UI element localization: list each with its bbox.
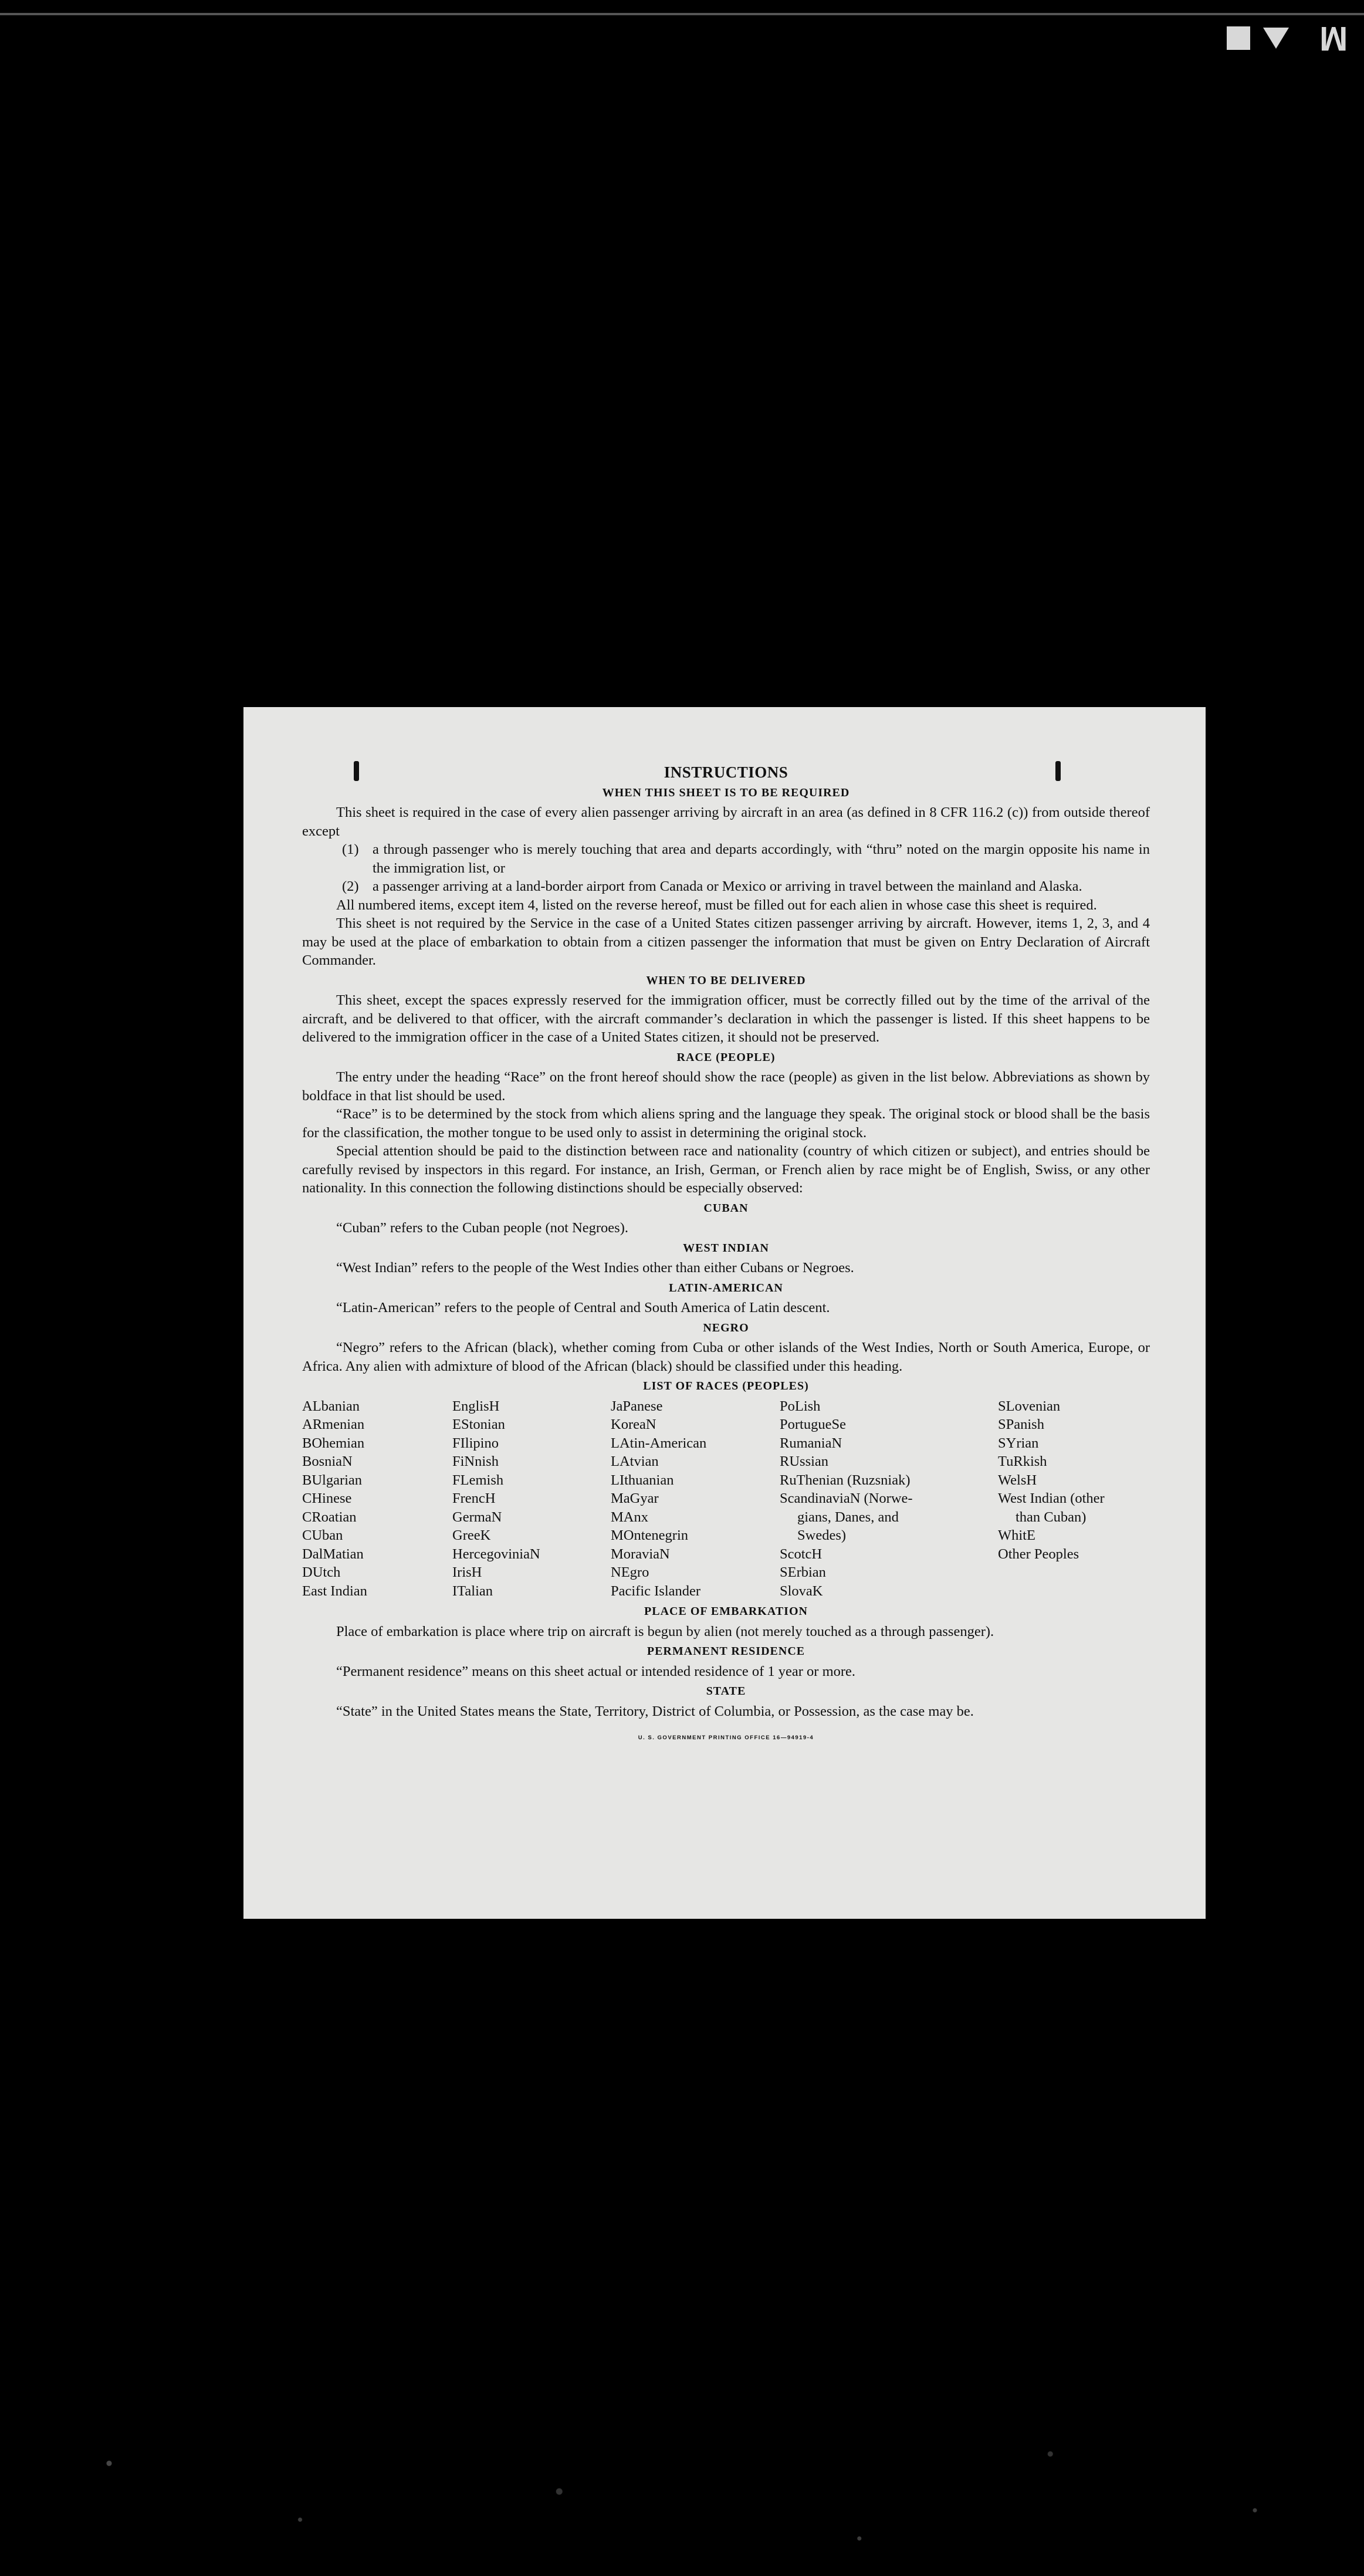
section-heading-delivered: WHEN TO BE DELIVERED <box>646 973 806 987</box>
exception-item-text: a passenger arriving at a land-border airport from Canada or Mexico or arriving in travel between the mainland and Alaska. <box>373 878 1082 894</box>
race-item: MaGyar <box>611 1490 659 1506</box>
film-corner-marks <box>1227 19 1348 58</box>
definition-negro: “Negro” refers to the African (black), whether coming from Cuba or other islands of the West Indies, North or South America, Europe, or Africa. Any alien with admixture of blood of the African (black) should be classified under this heading. <box>302 1340 1150 1374</box>
square-icon <box>1227 26 1250 50</box>
race-item: EnglisH <box>452 1398 500 1414</box>
definition-cuban: “Cuban” refers to the Cuban people (not Negroes). <box>336 1220 628 1236</box>
race-item: GermaN <box>452 1509 502 1525</box>
section-heading-negro: NEGRO <box>703 1321 749 1334</box>
race-item: DalMatian <box>302 1546 364 1562</box>
printing-office-imprint: U. S. GOVERNMENT PRINTING OFFICE 16—94919-4 <box>638 1735 814 1741</box>
paragraph-required: This sheet is required in the case of every alien passenger arriving by aircraft in an area (as defined in 8 CFR 116.2 (c)) from outside thereof except <box>302 804 1150 839</box>
race-item: BosniaN <box>302 1453 353 1469</box>
section-heading-latin-american: LATIN-AMERICAN <box>669 1281 783 1294</box>
punch-mark-left <box>354 761 359 781</box>
race-item: SPanish <box>998 1417 1044 1432</box>
paragraph-race-definition: “Race” is to be determined by the stock from which aliens spring and the language they speak. The original stock or blood shall be the basis for the classification, the mother tongue to be used only to assist in determining the original stock. <box>302 1106 1150 1141</box>
section-heading-cuban: CUBAN <box>703 1201 749 1215</box>
race-item: ScandinaviaN (Norwe- <box>780 1490 913 1506</box>
section-heading-residence: PERMANENT RESIDENCE <box>647 1645 805 1658</box>
section-heading-state: STATE <box>706 1685 746 1698</box>
race-item: PortugueSe <box>780 1417 846 1432</box>
race-item: PoLish <box>780 1398 821 1414</box>
race-item: ALbanian <box>302 1398 360 1414</box>
section-heading-race-list: LIST OF RACES (PEOPLES) <box>643 1380 809 1392</box>
race-item: TuRkish <box>998 1453 1047 1469</box>
race-item: KoreaN <box>611 1417 656 1432</box>
paragraph-numbered-items: All numbered items, except item 4, listed on the reverse hereof, must be filled out for each alien in whose case this sheet is required. <box>336 897 1097 913</box>
race-item: ScotcH <box>780 1546 823 1562</box>
race-item: LAtvian <box>611 1453 659 1469</box>
definition-residence: “Permanent residence” means on this sheet actual or intended residence of 1 year or more. <box>336 1663 856 1679</box>
race-item: East Indian <box>302 1583 367 1599</box>
paragraph-citizen: This sheet is not required by the Service in the case of a United States citizen passenger arriving by aircraft. However, items 1, 2, 3, and 4 may be used at the place of embarkation to obtain from a citizen passenger the information that must be given on Entry Declaration of Aircraft Commander. <box>302 915 1150 968</box>
race-item: MOntenegrin <box>611 1527 688 1543</box>
race-item: Pacific Islander <box>611 1583 701 1599</box>
race-item-continuation: than Cuban) <box>1016 1509 1087 1525</box>
race-item: HercegoviniaN <box>452 1546 540 1562</box>
race-item: RuThenian (Ruzsniak) <box>780 1472 911 1488</box>
section-heading-embarkation: PLACE OF EMBARKATION <box>644 1605 808 1618</box>
race-column-3 <box>611 1397 780 1601</box>
race-item: LAtin-American <box>611 1435 707 1451</box>
race-item: SErbian <box>780 1564 826 1580</box>
section-heading-west-indian: WEST INDIAN <box>683 1241 769 1255</box>
race-item: BUlgarian <box>302 1472 363 1488</box>
race-column-2 <box>452 1397 611 1601</box>
exception-item-1 <box>302 840 1150 877</box>
race-item: FrencH <box>452 1490 496 1506</box>
race-item: SLovenian <box>998 1398 1061 1414</box>
race-list <box>302 1397 1150 1601</box>
definition-state: “State” in the United States means the State, Territory, District of Columbia, or Possession, as the case may be. <box>336 1703 974 1719</box>
paragraph-race-entry: The entry under the heading “Race” on the front hereof should show the race (people) as given in the list below. Abbreviations as shown by boldface in that list should be used. <box>302 1069 1150 1104</box>
exception-item-number: (2) <box>342 878 359 894</box>
race-column-1 <box>302 1397 452 1601</box>
definition-embarkation: Place of embarkation is place where trip on aircraft is begun by alien (not merely touched as a through passenger). <box>336 1623 994 1639</box>
section-heading-race: RACE (PEOPLE) <box>676 1050 776 1064</box>
race-item: SYrian <box>998 1435 1039 1451</box>
film-corner-letter: M <box>1319 19 1348 58</box>
race-item: FiNnish <box>452 1453 499 1469</box>
race-item: CHinese <box>302 1490 352 1506</box>
race-item-continuation: gians, Danes, and <box>797 1509 899 1525</box>
sheet-title: INSTRUCTIONS <box>664 763 788 781</box>
race-item-continuation: Swedes) <box>797 1527 847 1543</box>
race-item: CRoatian <box>302 1509 357 1525</box>
race-item: GreeK <box>452 1527 491 1543</box>
film-edge-line <box>0 13 1364 15</box>
race-item: NEgro <box>611 1564 649 1580</box>
section-heading-required: WHEN THIS SHEET IS TO BE REQUIRED <box>602 786 850 799</box>
race-item: MAnx <box>611 1509 648 1525</box>
race-item: ITalian <box>452 1583 493 1599</box>
triangle-icon <box>1263 28 1289 49</box>
race-item: DUtch <box>302 1564 341 1580</box>
race-item: CUban <box>302 1527 343 1543</box>
paragraph-race-nationality: Special attention should be paid to the distinction between race and nationality (country of which citizen or subject), and entries should be carefully revised by inspectors in this regard. For instance, an Irish, German, or French alien by race might be of English, Swiss, or any other nationality. In this connection the following distinctions should be especially observed: <box>302 1143 1150 1196</box>
race-item: JaPanese <box>611 1398 663 1414</box>
race-item: SlovaK <box>780 1583 823 1599</box>
race-item: RumaniaN <box>780 1435 842 1451</box>
race-item: IrisH <box>452 1564 482 1580</box>
exception-item-text: a through passenger who is merely touching that area and departs accordingly, with “thru” noted on the margin opposite his name in the immigration list, or <box>373 841 1150 876</box>
race-item: West Indian (other <box>998 1490 1105 1506</box>
race-item: EStonian <box>452 1417 505 1432</box>
instruction-sheet <box>243 707 1206 1919</box>
race-item: MoraviaN <box>611 1546 670 1562</box>
race-item: WelsH <box>998 1472 1037 1488</box>
exception-item-2 <box>302 877 1150 896</box>
race-item: LIthuanian <box>611 1472 674 1488</box>
race-item: Other Peoples <box>998 1546 1079 1562</box>
definition-latin-american: “Latin-American” refers to the people of Central and South America of Latin descent. <box>336 1300 830 1316</box>
film-dust <box>0 2388 1364 2576</box>
race-item: BOhemian <box>302 1435 365 1451</box>
punch-mark-right <box>1055 761 1061 781</box>
paragraph-delivered: This sheet, except the spaces expressly reserved for the immigration officer, must be correctly filled out by the time of the arrival of the aircraft, and be delivered to that officer, with the aircraft commander’s declaration in which the passenger is listed. If this sheet happens to be delivered to the immigration officer in the case of a United States citizen, it should not be preserved. <box>302 992 1150 1045</box>
definition-west-indian: “West Indian” refers to the people of the West Indies other than either Cubans or Negroes. <box>336 1260 854 1276</box>
race-item: FIlipino <box>452 1435 499 1451</box>
race-item: FLemish <box>452 1472 504 1488</box>
race-column-4 <box>780 1397 998 1601</box>
race-item: ARmenian <box>302 1417 365 1432</box>
race-column-5 <box>998 1397 1150 1601</box>
exception-item-number: (1) <box>342 841 359 857</box>
race-item: RUssian <box>780 1453 829 1469</box>
race-item: WhitE <box>998 1527 1035 1543</box>
